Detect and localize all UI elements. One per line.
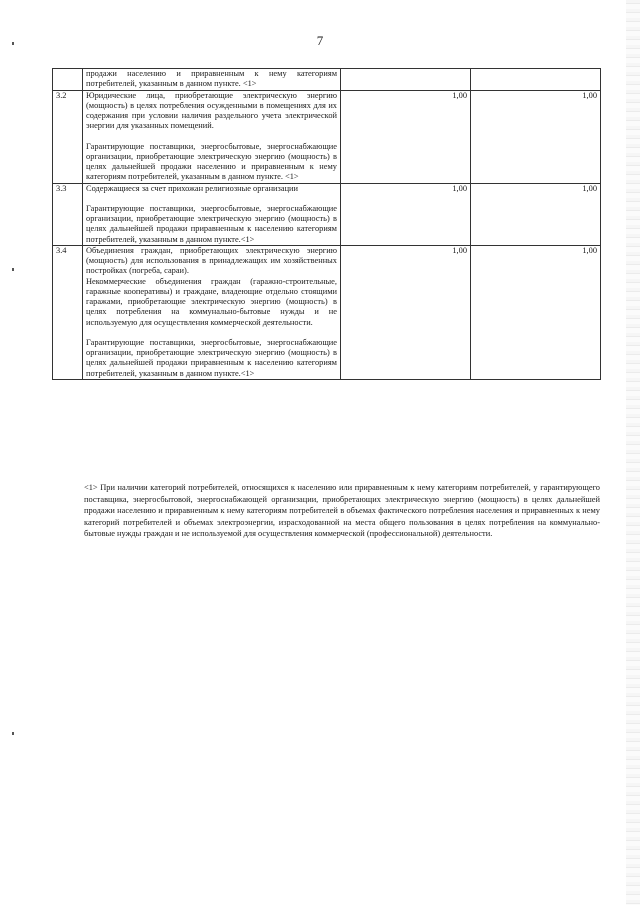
description-paragraph: Содержащиеся за счет прихожан религиозные организации xyxy=(86,183,299,193)
page-number: 7 xyxy=(316,33,324,48)
row-value-2: 1,00 xyxy=(471,245,601,379)
row-value-2: 1,00 xyxy=(471,90,601,183)
row-description xyxy=(83,69,341,91)
table-row xyxy=(53,183,601,245)
table-row xyxy=(53,69,601,91)
row-number xyxy=(53,69,83,91)
description-paragraph: Некоммерческие объединения граждан (гаражно-строительные, гаражные кооперативы) и граждане, владеющие отдельно стоящими гаражами, приобретающие электрическую энергию (мощность) в целях потребления на коммунально-бытовые нужды и не используемую для осуществления коммерческой деятельности. xyxy=(86,276,337,327)
row-value-1 xyxy=(341,69,471,91)
description-paragraph: Гарантирующие поставщики, энергосбытовые, энергоснабжающие организации, приобретающие электрическую энергию (мощность) в целях дальнейшей продажи населению и приравненным к нему категориям потребителей, указанным в данном пункте. <1> xyxy=(86,141,337,182)
row-number: 3.2 xyxy=(53,90,83,183)
row-value-2: 1,00 xyxy=(471,183,601,245)
row-description xyxy=(83,183,341,245)
row-value-1: 1,00 xyxy=(341,90,471,183)
description-paragraph: Гарантирующие поставщики, энергосбытовые, энергоснабжающие организации, приобретающие электрическую энергию (мощность) в целях дальнейшей продажи приравненным к населению категориям потребителей, указанным в данном пункте.<1> xyxy=(86,203,337,244)
footnote: <1> При наличии категорий потребителей, относящихся к населению или приравненным к нему категориям потребителей, у гарантирующего поставщика, энергосбытовой, энергоснабжающей организации, приобретающих электрическую энергию (мощность) в целях дальнейшей продажи населению и приравненным к нему категориям потребителей в объемах фактического потребления населения и приравненных к нему категорий потребителей и объемах электроэнергии, израсходованной на места общего пользования в целях потребления на коммунально-бытовые нужды граждан и не используемой для осуществления коммерческой (профессиональной) деятельности. xyxy=(84,483,600,539)
description-paragraph: Юридические лица, приобретающие электрическую энергию (мощность) в целях потребления осужденными в помещениях для их содержания при условии наличия раздельного учета электрической энергии для указанных помещений. xyxy=(86,90,337,131)
scan-mark xyxy=(12,42,14,45)
table-row xyxy=(53,245,601,379)
description-paragraph: Объединения граждан, приобретающих электрическую энергию (мощность) для использования в принадлежащих им хозяйственных постройках (погреба, сараи). xyxy=(86,245,337,276)
row-description xyxy=(83,90,341,183)
tariff-table xyxy=(52,68,601,380)
table-row xyxy=(53,90,601,183)
scan-mark xyxy=(12,268,14,271)
description-paragraph: Гарантирующие поставщики, энергосбытовые, энергоснабжающие организации, приобретающие электрическую энергию (мощность) в целях дальнейшей продажи приравненным к населению категориям потребителей, указанным в данном пункте.<1> xyxy=(86,337,337,378)
row-value-1: 1,00 xyxy=(341,183,471,245)
row-value-2 xyxy=(471,69,601,91)
scan-edge xyxy=(626,0,640,905)
row-description xyxy=(83,245,341,379)
scan-mark xyxy=(12,732,14,735)
description-paragraph: продажи населению и приравненным к нему категориям потребителей, указанным в данном пункте. <1> xyxy=(86,69,337,89)
row-number: 3.4 xyxy=(53,245,83,379)
row-number: 3.3 xyxy=(53,183,83,245)
row-value-1: 1,00 xyxy=(341,245,471,379)
